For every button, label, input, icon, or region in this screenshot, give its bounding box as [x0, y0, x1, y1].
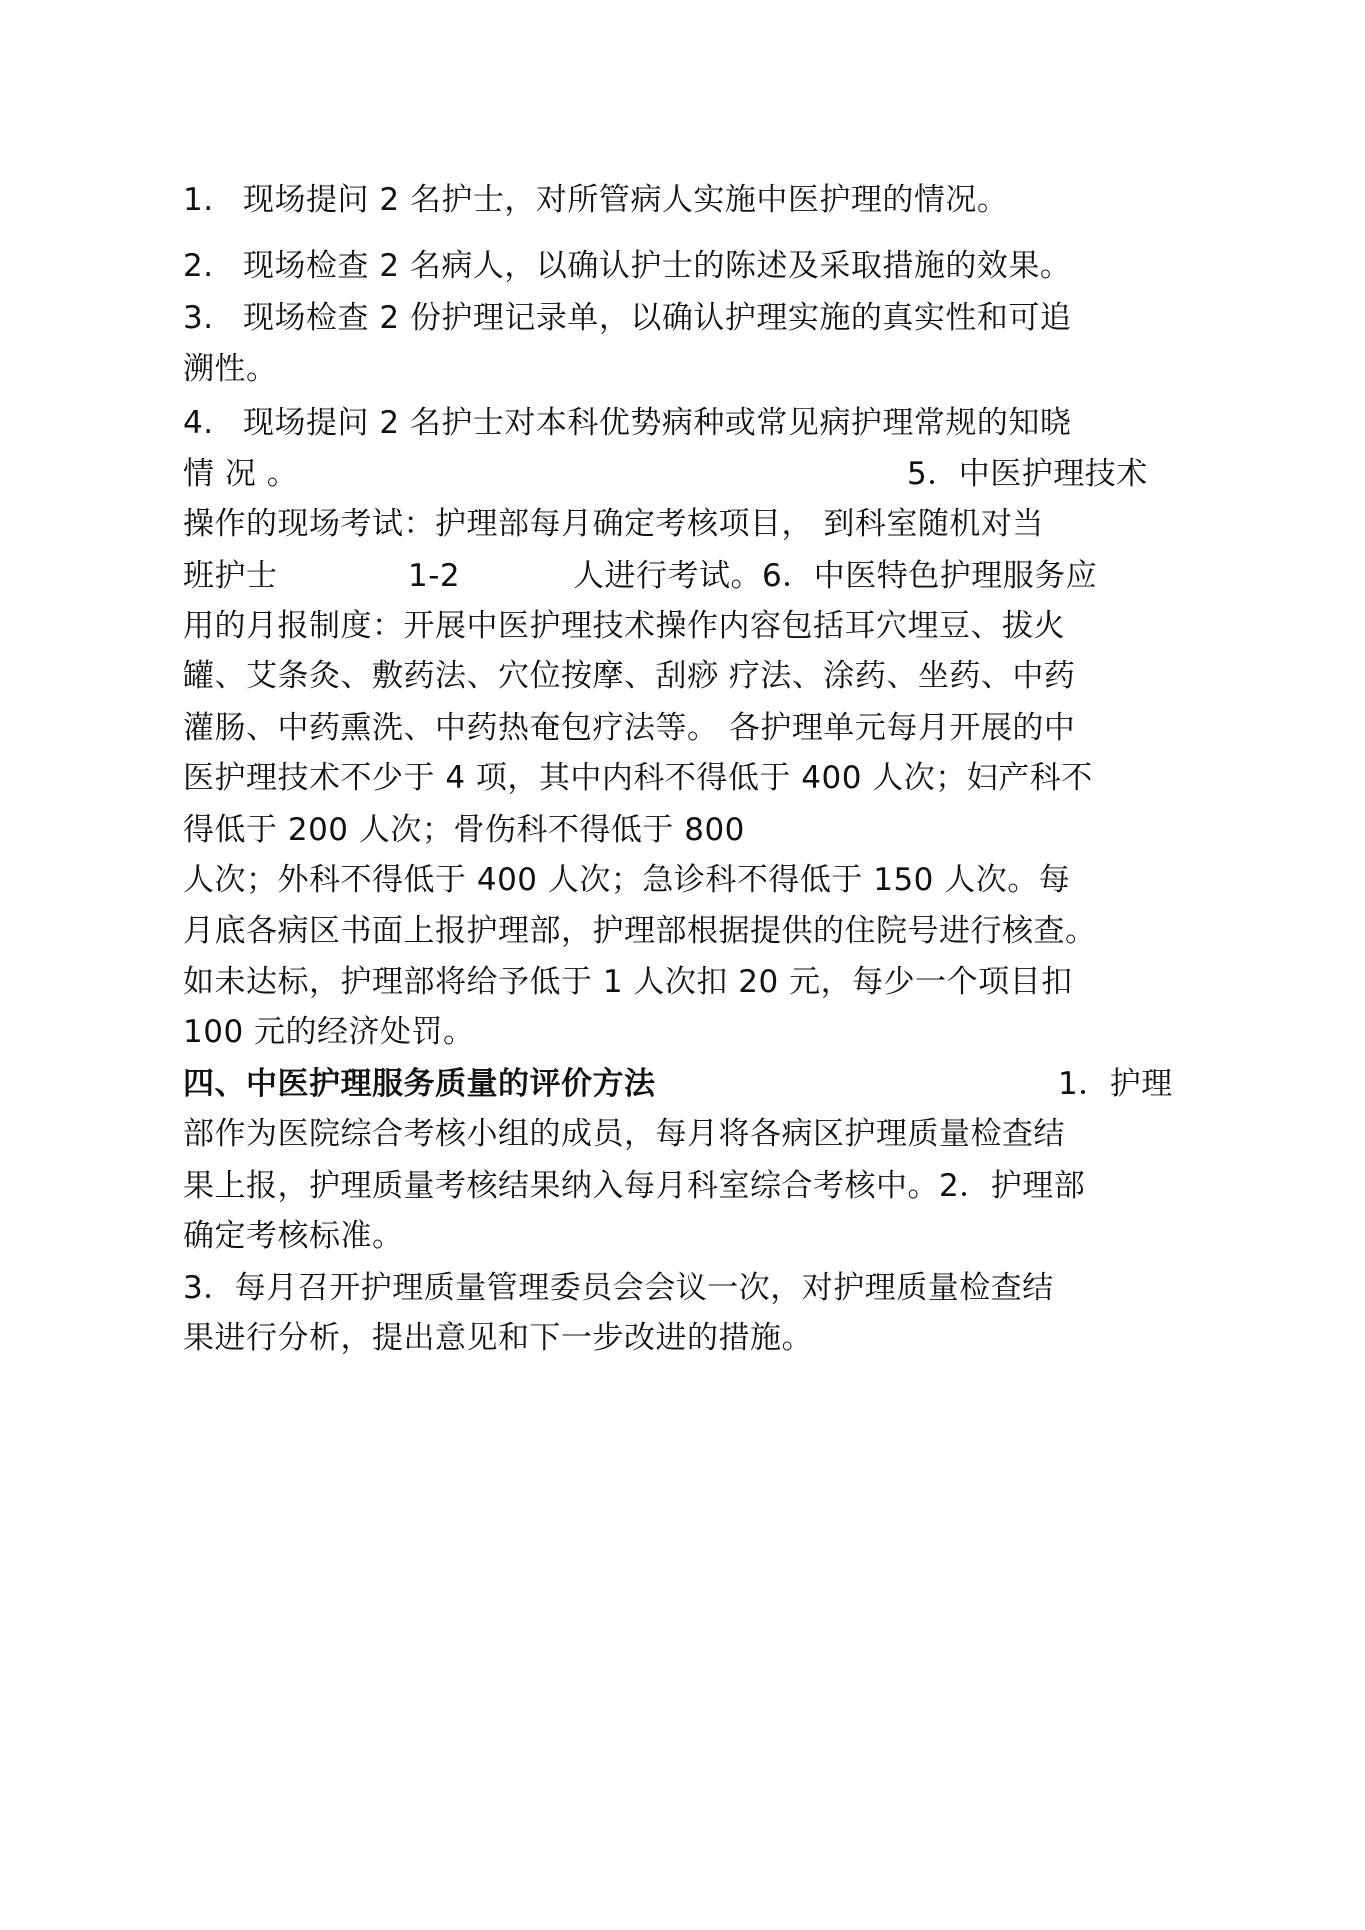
- text-line: [183, 1268, 1054, 1312]
- line-text: 罐、艾条灸、敷药法、穴位按摩、刮痧 疗法、涂药、坐药、中药: [183, 658, 1076, 694]
- line-text: 部作为医院综合考核小组的成员，每月将各病区护理质量检查结: [183, 1116, 1065, 1152]
- line-text: 月底各病区书面上报护理部，护理部根据提供的住院号进行核查。: [183, 913, 1097, 949]
- list-number: 2.: [183, 248, 214, 284]
- line-text-left: 情 况 。: [183, 456, 299, 492]
- text-line: [183, 810, 745, 854]
- text-line: [183, 656, 1075, 700]
- text-line: [183, 349, 278, 393]
- line-text: 医护理技术不少于 4 项，其中内科不得低于 400 人次；妇产科不: [183, 760, 1093, 796]
- list-item-1: [183, 180, 1008, 224]
- section-heading: 四、中医护理服务质量的评价方法: [183, 1066, 656, 1102]
- list-text: 现场提问 2 名护士，对所管病人实施中医护理的情况。: [243, 182, 1009, 218]
- line-text: 如未达标，护理部将给予低于 1 人次扣 20 元，每少一个项目扣: [183, 964, 1073, 1000]
- text-line: [183, 911, 1097, 955]
- list-item-4: [183, 403, 1071, 447]
- text-line: [183, 962, 1073, 1006]
- text-line: [183, 504, 1044, 548]
- text-line: [183, 606, 1065, 650]
- text-line: [183, 556, 1183, 600]
- line-text: 3．每月召开护理质量管理委员会会议一次，对护理质量检查结: [183, 1270, 1054, 1306]
- line-text: 确定考核标准。: [183, 1218, 404, 1254]
- text-line: [183, 1012, 475, 1056]
- section-heading-line: [183, 1064, 1183, 1108]
- line-text: 灌肠、中药熏洗、中药热奄包疗法等。 各护理单元每月开展的中: [183, 710, 1076, 746]
- list-number: 4.: [183, 405, 214, 441]
- line-text: 操作的现场考试：护理部每月确定考核项目， 到科室随机对当: [183, 506, 1044, 542]
- text-line: [183, 1318, 813, 1362]
- list-text: 现场提问 2 名护士对本科优势病种或常见病护理常规的知晓: [243, 405, 1072, 441]
- line-text: 果进行分析，提出意见和下一步改进的措施。: [183, 1320, 813, 1356]
- text-line: [183, 454, 1183, 498]
- line-text-right: 1．护理: [1058, 1066, 1173, 1102]
- line-text: 100 元的经济处罚。: [183, 1014, 475, 1050]
- text-line: [183, 758, 1093, 802]
- text-line: [183, 1166, 1085, 1210]
- list-text: 现场检查 2 名病人，以确认护士的陈述及采取措施的效果。: [243, 248, 1072, 284]
- line-text: 果上报，护理质量考核结果纳入每月科室综合考核中。2．护理部: [183, 1168, 1086, 1204]
- text-line: [183, 1114, 1065, 1158]
- line-text-middle: 1-2: [408, 558, 461, 594]
- list-text: 现场检查 2 份护理记录单，以确认护理实施的真实性和可追: [243, 300, 1072, 336]
- text-line: [183, 1216, 404, 1260]
- line-text-left: 班护士: [183, 558, 278, 594]
- list-item-3: [183, 298, 1071, 342]
- line-text: 得低于 200 人次；骨伤科不得低于 800: [183, 812, 745, 848]
- list-number: 1.: [183, 182, 214, 218]
- line-text: 溯性。: [183, 351, 278, 387]
- line-text: 人次；外科不得低于 400 人次；急诊科不得低于 150 人次。每: [183, 862, 1071, 898]
- text-line: [183, 708, 1075, 752]
- list-number: 3.: [183, 300, 214, 336]
- line-text-right: 5．中医护理技术: [907, 456, 1148, 492]
- line-text-right: 人进行考试。6．中医特色护理服务应: [573, 558, 1098, 594]
- line-text: 用的月报制度：开展中医护理技术操作内容包括耳穴埋豆、拔火: [183, 608, 1065, 644]
- text-line: [183, 860, 1070, 904]
- list-item-2: [183, 246, 1071, 290]
